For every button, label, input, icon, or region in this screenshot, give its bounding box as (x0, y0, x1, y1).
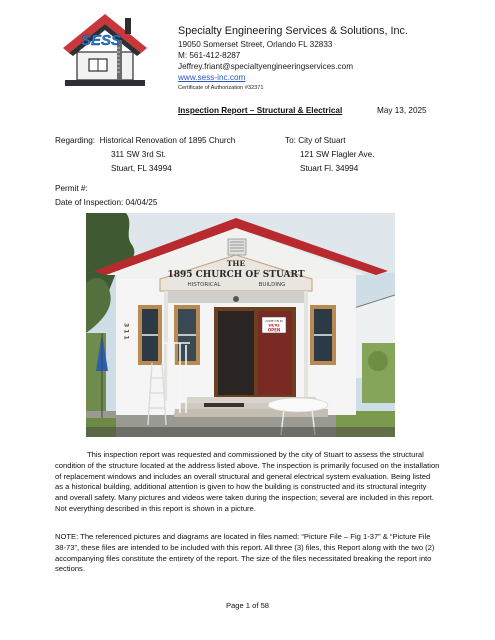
page-number: Page 1 of 58 (225, 601, 270, 610)
regarding-label: Regarding: (55, 136, 96, 145)
recipient-city: Stuart Fl. 34994 (300, 164, 359, 173)
inspection-date: Date of Inspection: 04/04/25 (55, 197, 158, 207)
photo-house-number: 3 1 1 (122, 323, 130, 340)
photo-sign-line-2: 1895 CHURCH OF STUART (167, 270, 305, 280)
certificate-number: Certificate of Authorization #32371 (178, 84, 264, 91)
report-date: May 13, 2025 (377, 106, 427, 115)
company-email: Jeffrey.friant@specialtyengineeringservices.com (178, 61, 354, 71)
company-website-link[interactable]: www.sess-inc.com (178, 72, 246, 82)
permit-label: Permit #: (55, 184, 88, 193)
company-name: Specialty Engineering Services & Solutions, Inc. (178, 25, 408, 37)
church-photo (86, 213, 395, 437)
permit-info (55, 182, 157, 209)
regarding-city: Stuart, FL 34994 (111, 164, 172, 173)
company-address: 19050 Somerset Street, Orlando FL 32833 (178, 39, 333, 49)
photo-sign-line-3a: HISTORICAL (187, 282, 221, 288)
recipient-block (285, 134, 374, 176)
intro-paragraph: This inspection report was requested and commissioned by the city of Stuart to assess the structural condition of the structure located at the address listed above. The inspection is primarily focused on the installation of replacement windows and includes an overall structural and general electrical system evaluation. Being listed as a historical building, additional attention is given to how the building is constructed and its structural integrity and overall safety. Many pictures and videos were taken during the inspection; several are included in this report. Not everything described in this report is shown in a picture. (55, 450, 440, 513)
logo-text: SESS (80, 32, 122, 49)
recipient-name: To: City of Stuart (285, 136, 346, 145)
regarding-street: 311 SW 3rd St. (111, 150, 166, 159)
photo-door-sign-3: OPEN (267, 327, 281, 333)
company-info (178, 24, 408, 92)
report-title: Inspection Report – Structural & Electrical (178, 106, 343, 115)
regarding-project: Historical Renovation of 1895 Church (99, 136, 236, 145)
regarding-line-1 (55, 134, 235, 148)
note-paragraph: NOTE: The referenced pictures and diagrams are located in files named: “Picture File – Fig 1-37” & “Picture File 38-73”, these files are intended to be included with this report. All three (3) files, this Report along with the two (2) accompanying files constitute the entirety of the report. The size of the files necessitated breaking the report into sections. (55, 532, 435, 574)
photo-door-sign-2: WE'RE (268, 323, 280, 328)
company-phone: M: 561-412-8287 (178, 50, 241, 60)
sess-logo (55, 10, 155, 90)
recipient-street: 121 SW Flagler Ave. (300, 150, 375, 159)
photo-sign-line-1: THE (226, 259, 246, 268)
regarding-block (55, 134, 235, 176)
photo-door-sign-1: COME ON IN (265, 319, 283, 323)
photo-sign-line-3b: BUILDING (258, 282, 286, 288)
